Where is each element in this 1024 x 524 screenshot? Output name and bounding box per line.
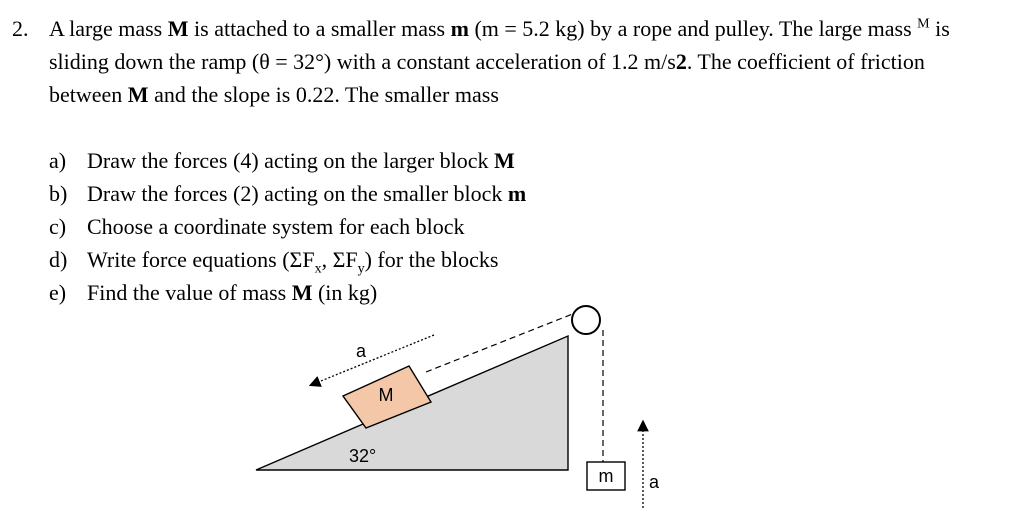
acceleration-label-small: a <box>648 472 660 492</box>
acceleration-label-large: a <box>355 341 367 361</box>
sub-question-text: Draw the forces (4) acting on the larger block <box>87 148 495 173</box>
stem-text: . The coefficient of friction between <box>49 49 925 107</box>
sub-question-label: e) <box>49 280 67 305</box>
stem-superscript: M <box>917 16 930 32</box>
sub-question-bold: M <box>291 280 313 305</box>
subscript-x: x <box>314 261 322 277</box>
sub-question-bold: m <box>507 181 527 206</box>
sub-question-text: Choose a coordinate system for each block <box>87 214 465 239</box>
subscript-y: y <box>357 261 365 277</box>
sub-question-label: d) <box>49 247 68 272</box>
sub-question-label: c) <box>49 214 67 239</box>
stem-text: A large mass <box>49 16 168 41</box>
stem-mass-m: m <box>450 16 469 41</box>
sub-question-bold: M <box>494 148 515 173</box>
pulley-icon <box>572 306 600 334</box>
large-block-label: M <box>378 384 394 405</box>
stem-mass-m: M <box>127 82 149 107</box>
small-block-label: m <box>598 465 614 486</box>
sub-question-text: Find the value of mass <box>87 280 292 305</box>
problem-number: 2. <box>12 16 29 41</box>
stem-mass-M: M <box>167 16 189 41</box>
sub-question-text: Write force equations (ΣF <box>87 247 315 272</box>
sub-question-label: b) <box>49 181 68 206</box>
sub-question-text: ) for the blocks <box>364 247 499 272</box>
stem-text: (m = 5.2 kg) by a rope and pulley. The large mass <box>468 16 918 41</box>
sub-question-text: , ΣF <box>321 247 358 272</box>
stem-text: is attached to a smaller mass <box>188 16 451 41</box>
stem-text: is sliding down the ramp (θ = 32°) with a constant acceleration of 1.2 m/s <box>49 16 950 74</box>
sub-question-text: (in kg) <box>312 280 378 305</box>
angle-label: 32° <box>349 446 377 466</box>
sub-question-label: a) <box>49 148 67 173</box>
stem-text: and the slope is 0.22. The smaller mass <box>148 82 499 107</box>
sub-question-text: Draw the forces (2) acting on the smaller block <box>87 181 508 206</box>
stem-mass-M: 2 <box>675 49 687 74</box>
